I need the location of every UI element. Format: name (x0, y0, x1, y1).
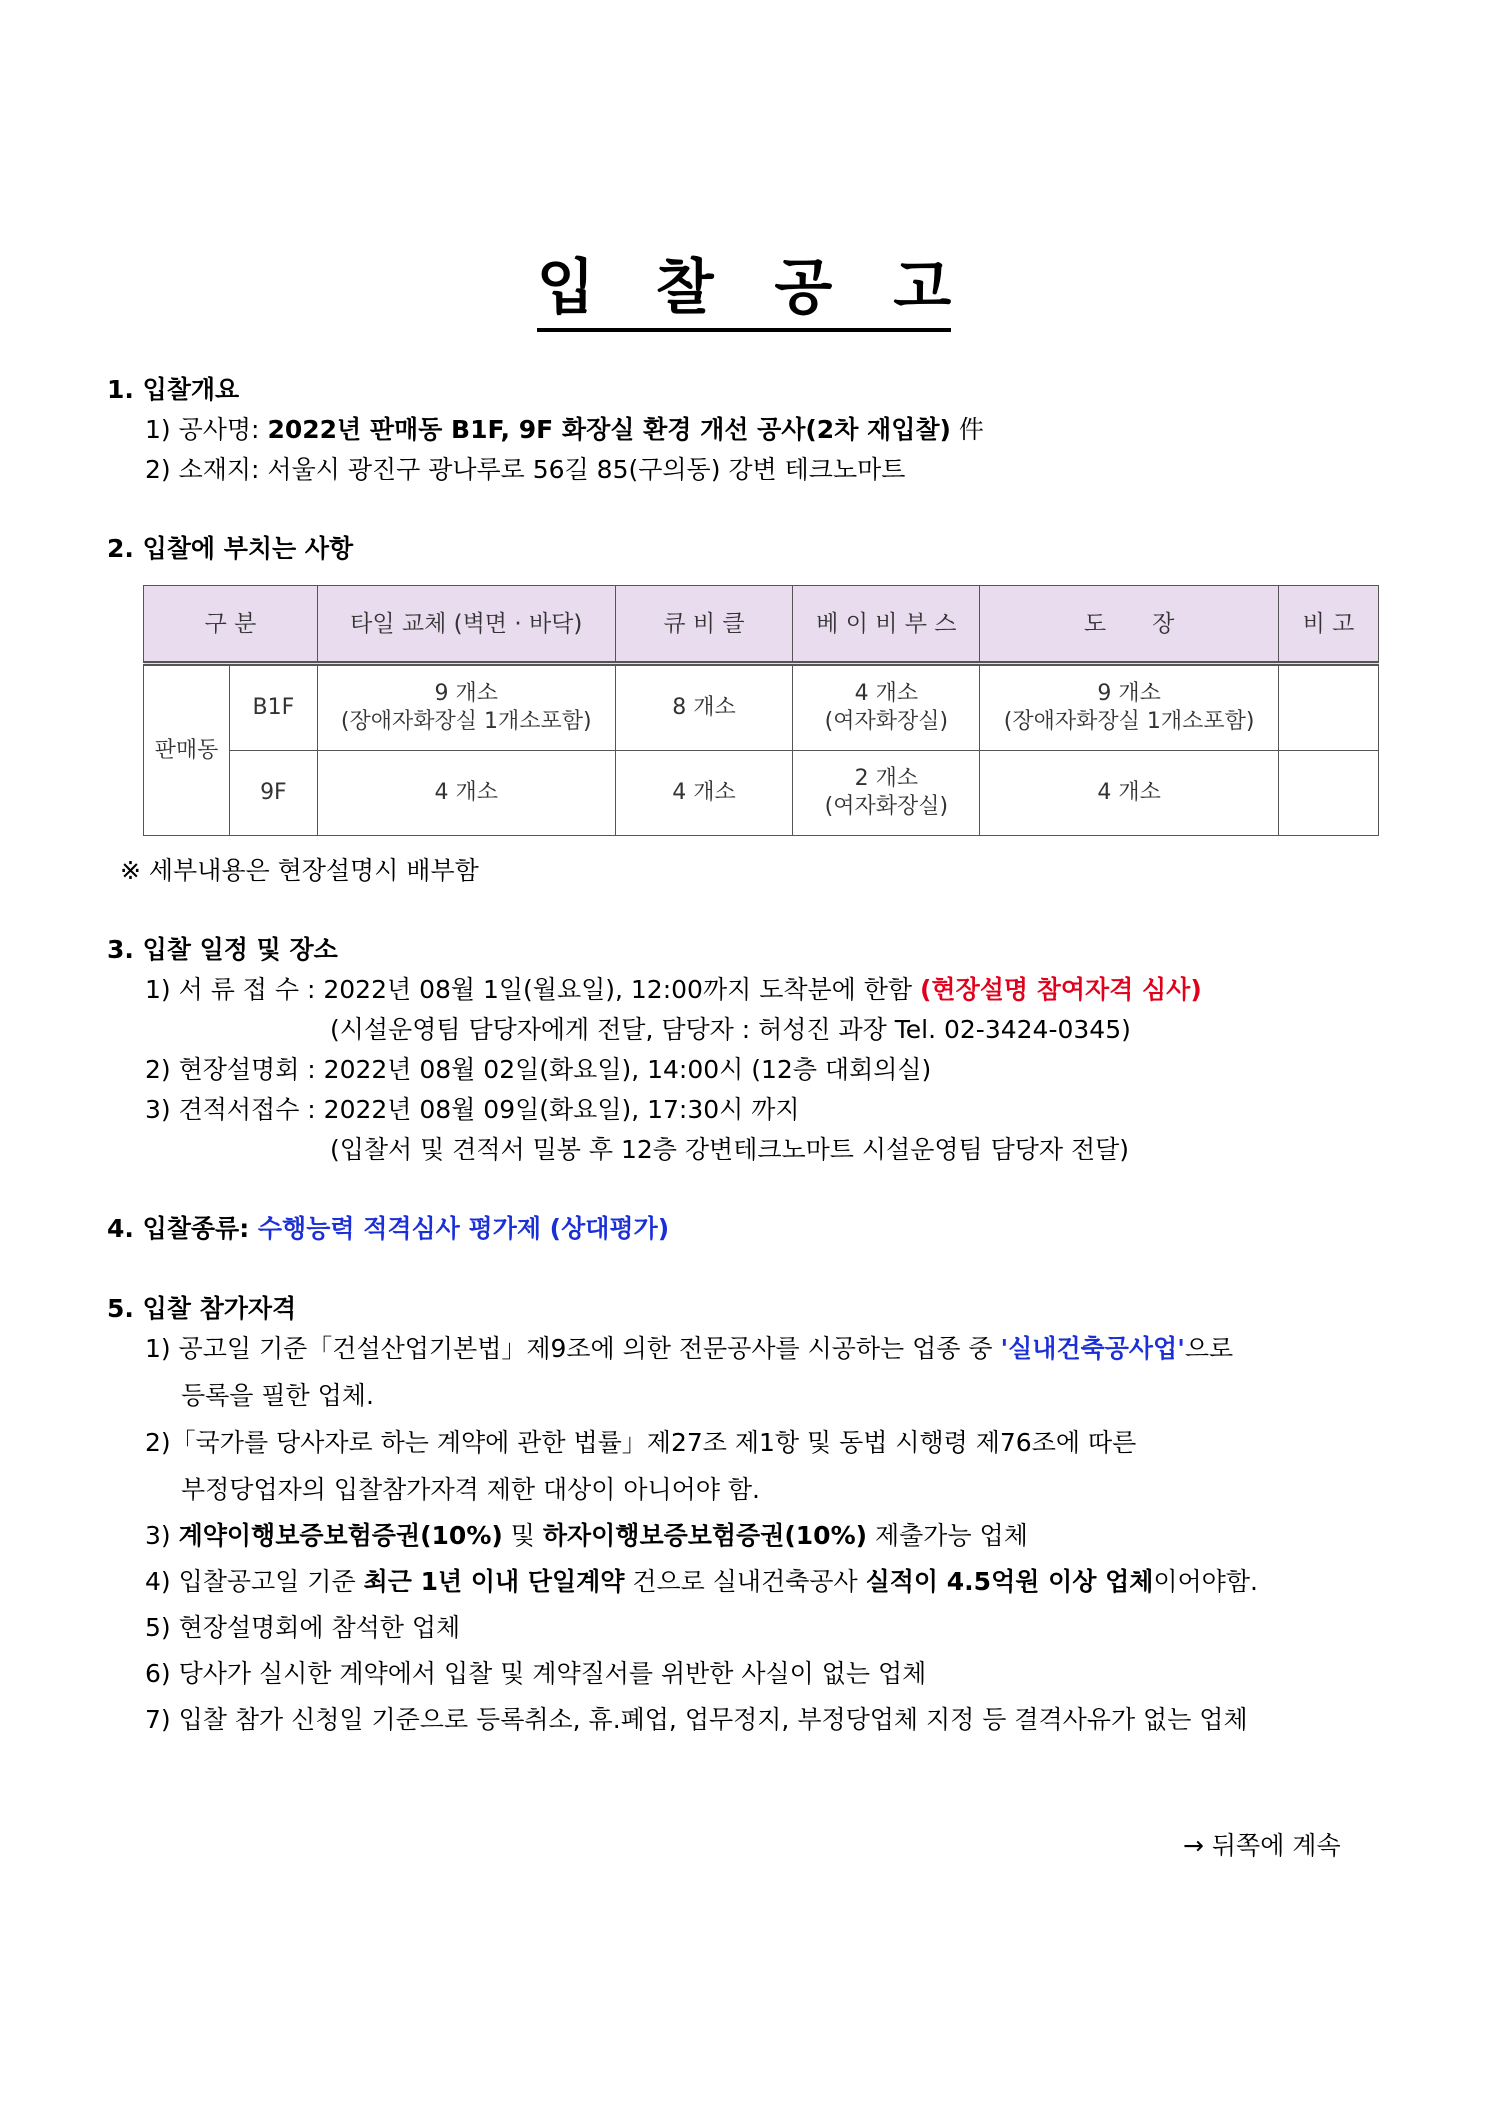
remark-cell (1279, 664, 1379, 751)
header-cubicle: 큐 비 클 (615, 586, 793, 664)
location-line: 2) 소재지: 서울시 광진구 광나루로 56길 85(구의동) 강변 테크노마트 (145, 455, 906, 484)
header-painting: 도 장 (980, 586, 1279, 664)
header-tile: 타일 교체 (벽면 · 바닥) (317, 586, 615, 664)
floor-cell: 9F (229, 751, 317, 836)
qualification-3: 3) 계약이행보증보험증권(10%) 및 하자이행보증보험증권(10%) 제출가능 업체 (145, 1521, 1028, 1550)
table-row (144, 664, 1379, 751)
tile-cell: 4 개소 (317, 751, 615, 836)
header-baby-booth: 베 이 비 부 스 (793, 586, 980, 664)
continued-note: → 뒤쪽에 계속 (1183, 1831, 1341, 1860)
document-submission-line: 1) 서 류 접 수 : 2022년 08월 1일(월요일), 12:00까지 도착분에 한함 (현장설명 참여자격 심사) (145, 975, 1202, 1004)
qualification-1: 1) 공고일 기준「건설산업기본법」제9조에 의한 전문공사를 시공하는 업종 중 '실내건축공사업'으로 (145, 1334, 1234, 1363)
project-name-line: 1) 공사명: 2022년 판매동 B1F, 9F 화장실 환경 개선 공사(2차 재입찰) 件 (145, 415, 984, 444)
qualification-1-cont: 등록을 필한 업체. (181, 1381, 374, 1410)
painting-cell: 9 개소 (장애자화장실 1개소포함) (980, 664, 1279, 751)
painting-cell: 4 개소 (980, 751, 1279, 836)
baby-booth-cell: 4 개소 (여자화장실) (793, 664, 980, 751)
header-remark: 비 고 (1279, 586, 1379, 664)
section-2-heading: 2. 입찰에 부치는 사항 (107, 534, 354, 563)
header-category: 구 분 (144, 586, 318, 664)
remark-cell (1279, 751, 1379, 836)
qualification-5: 5) 현장설명회에 참석한 업체 (145, 1613, 461, 1642)
section-5-heading: 5. 입찰 참가자격 (107, 1294, 297, 1323)
tile-cell: 9 개소 (장애자화장실 1개소포함) (317, 664, 615, 751)
page-title: 입 찰 공 고 (0, 240, 1488, 332)
section-1-heading: 1. 입찰개요 (107, 375, 240, 404)
site-briefing-line: 2) 현장설명회 : 2022년 08월 02일(화요일), 14:00시 (12층 대회의실) (145, 1055, 932, 1084)
qualification-2-cont: 부정당업자의 입찰참가자격 제한 대상이 아니어야 함. (181, 1475, 760, 1504)
table-note: ※ 세부내용은 현장설명시 배부함 (120, 856, 479, 885)
document-submission-detail: (시설운영팀 담당자에게 전달, 담당자 : 허성진 과장 Tel. 02-3424-0345) (330, 1015, 1131, 1044)
table-row (144, 751, 1379, 836)
section-3-heading: 3. 입찰 일정 및 장소 (107, 935, 338, 964)
bid-items-table (143, 585, 1379, 836)
cubicle-cell: 4 개소 (615, 751, 793, 836)
estimate-submission-line: 3) 견적서접수 : 2022년 08월 09일(화요일), 17:30시 까지 (145, 1095, 800, 1124)
section-4-heading: 4. 입찰종류: 수행능력 적격심사 평가제 (상대평가) (107, 1214, 670, 1243)
estimate-submission-detail: (입찰서 및 견적서 밀봉 후 12층 강변테크노마트 시설운영팀 담당자 전달) (330, 1135, 1130, 1164)
qualification-2: 2)「국가를 당사자로 하는 계약에 관한 법률」제27조 제1항 및 동법 시행령 제76조에 따른 (145, 1428, 1137, 1457)
qualification-4: 4) 입찰공고일 기준 최근 1년 이내 단일계약 건으로 실내건축공사 실적이 4.5억원 이상 업체이어야함. (145, 1567, 1258, 1596)
table-header-row (144, 586, 1379, 664)
group-cell: 판매동 (144, 664, 230, 836)
qualification-7: 7) 입찰 참가 신청일 기준으로 등록취소, 휴.폐업, 업무정지, 부정당업체 지정 등 결격사유가 없는 업체 (145, 1705, 1248, 1734)
floor-cell: B1F (229, 664, 317, 751)
cubicle-cell: 8 개소 (615, 664, 793, 751)
qualification-6: 6) 당사가 실시한 계약에서 입찰 및 계약질서를 위반한 사실이 없는 업체 (145, 1659, 927, 1688)
baby-booth-cell: 2 개소 (여자화장실) (793, 751, 980, 836)
